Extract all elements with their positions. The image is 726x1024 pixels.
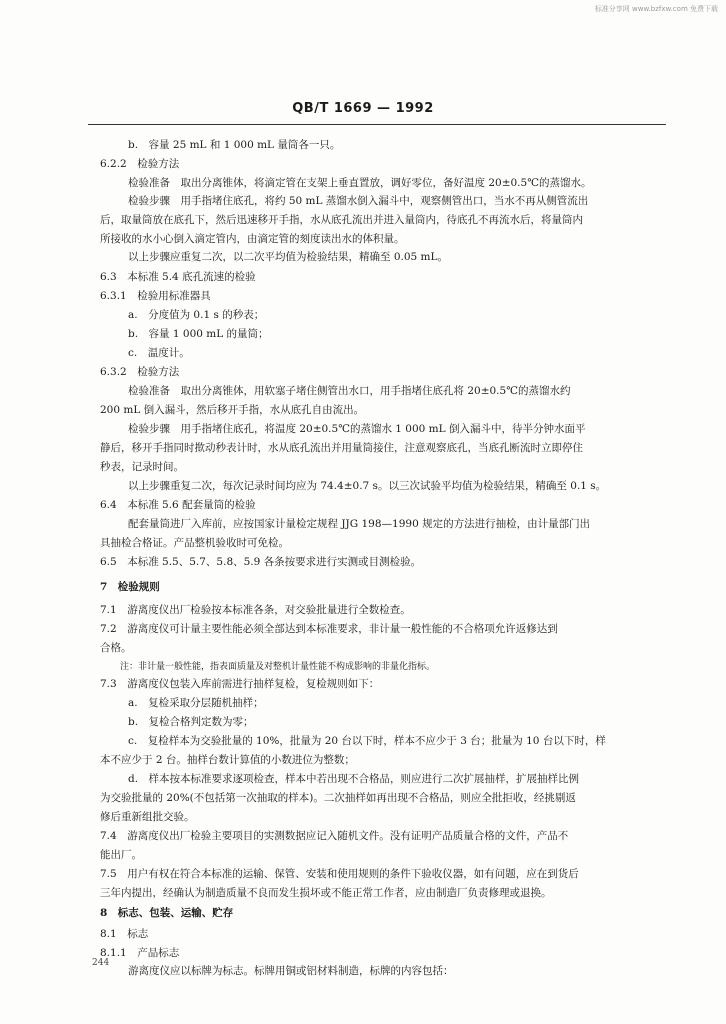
text-line: a. 分度值为 0.1 s 的秒表； xyxy=(128,309,265,321)
standard-header: QB/T 1669 — 1992 xyxy=(292,101,434,116)
text-line: 7.3 游离度仪包装入库前需进行抽样复检，复检规则如下： xyxy=(100,678,380,690)
header-rule xyxy=(88,124,666,125)
text-line: 后，取量筒放在底孔下，然后迅速移开手指，水从底孔流出并进入量筒内，待底孔不再流水后，将量筒内 xyxy=(100,214,583,226)
text-line: 本不应少于 2 台。抽样台数计算值的小数进位为整数； xyxy=(100,754,355,766)
text-line: 6.5 本标准 5.5、5.7、5.8、5.9 各条按要求进行实测或目测检验。 xyxy=(100,556,422,568)
page-number: 244 xyxy=(92,958,110,968)
text-line: b. 复检合格判定数为零； xyxy=(128,716,254,728)
text-line: 以上步骤应重复二次，以二次平均值为检验结果，精确至 0.05 mL。 xyxy=(128,251,448,263)
text-line: 三年内提出，经确认为制造质量不良而发生损坏或不能正常工作者，应由制造厂负责修理或退换。 xyxy=(100,887,552,899)
note-line: 注：非计量一般性能，指表面质量及对整机计量性能不构成影响的非量化指标。 xyxy=(120,662,436,672)
text-line: c. 复检样本为交验批量的 10%，批量为 20 台以下时，样本不应少于 3 台；批量为 10 台以下时，样 xyxy=(128,735,606,747)
text-line: 6.3.2 检验方法 xyxy=(100,366,180,378)
text-line: 7.5 用户有权在符合本标准的运输、保管、安装和使用规则的条件下验收仪器，如有问题，应在到货后 xyxy=(100,868,579,880)
text-line: b. 容量 25 mL 和 1 000 mL 量筒各一只。 xyxy=(128,139,341,151)
text-line: 以上步骤重复二次，每次记录时间均应为 74.4±0.7 s。以三次试验平均值为检验结果，精确至 0.1 s。 xyxy=(128,480,607,492)
text-line: 为交验批量的 20%(不包括第一次抽取的样本)。二次抽样如再出现不合格品，则应全批拒收，经挑剔返 xyxy=(100,792,576,804)
text-line: 6.3 本标准 5.4 底孔流速的检验 xyxy=(100,271,256,283)
text-line: 具抽检合格证。产品整机验收时可免检。 xyxy=(100,537,289,549)
text-line: 7.1 游离度仪出厂检验按本标准各条，对交验批量进行全数检查。 xyxy=(100,604,411,616)
text-line: 能出厂。 xyxy=(100,849,142,861)
text-line: 秒表，记录时间。 xyxy=(100,461,184,473)
text-line: a. 复检采取分层随机抽样； xyxy=(128,697,264,709)
text-line: 7.2 游离度仪可计量主要性能必须全部达到本标准要求，非计量一般性能的不合格项允许返修达到 xyxy=(100,623,558,635)
text-line: 6.2.2 检验方法 xyxy=(100,158,180,170)
text-line: 静后，移开手指同时揿动秒表计时，水从底孔流出并用量筒接住，注意观察底孔，当底孔断流时立即停住 xyxy=(100,442,583,454)
section-heading: 8 标志、包装、运输、贮存 xyxy=(100,907,234,919)
text-line: 检验步骤 用手指堵住底孔，将约 50 mL 蒸馏水倒入漏斗中，观察侧管出口，当水不再从侧管流出 xyxy=(128,195,589,207)
section-heading: 7 检验规则 xyxy=(100,581,160,593)
text-line: 合格。 xyxy=(100,642,132,654)
text-line: 检验步骤 用手指堵住底孔，将温度 20±0.5℃的蒸馏水 1 000 mL 倒入漏斗中，待半分钟水面平 xyxy=(128,423,586,435)
text-line: 检验准备 取出分离锥体，将滴定管在支架上垂直置放，调好零位，备好温度 20±0.5℃的蒸馏水。 xyxy=(128,177,592,189)
text-line: 游离度仪应以标牌为标志。标牌用铜或铝材料制造，标牌的内容包括： xyxy=(128,965,454,977)
text-line: 6.3.1 检验用标准器具 xyxy=(100,290,211,302)
text-line: 8.1.1 产品标志 xyxy=(100,947,180,959)
text-line: 所接收的水小心倒入滴定管内，由滴定管的刻度读出水的体积量。 xyxy=(100,233,405,245)
text-line: 配套量筒进厂入库前，应按国家计量检定规程 JJG 198—1990 规定的方法进行抽检，由计量部门出 xyxy=(128,518,591,530)
text-line: c. 温度计。 xyxy=(128,347,190,359)
text-line: 200 mL 倒入漏斗，然后移开手指，水从底孔自由流出。 xyxy=(100,404,365,416)
text-line: b. 容量 1 000 mL 的量筒； xyxy=(128,328,269,340)
watermark-text: 标准分享网 www.bzfxw.com 免费下载 xyxy=(594,5,718,13)
text-line: 7.4 游离度仪出厂检验主要项目的实测数据应记入随机文件。没有证明产品质量合格的文件，产品不 xyxy=(100,830,569,842)
text-line: d. 样本按本标准要求逐项检查，样本中若出现不合格品，则应进行二次扩展抽样，扩展抽样比例 xyxy=(128,773,580,785)
text-line: 修后重新组批交验。 xyxy=(100,811,195,823)
text-line: 6.4 本标准 5.6 配套量筒的检验 xyxy=(100,499,256,511)
text-line: 检验准备 取出分离锥体，用软塞子堵住侧管出水口，用手指堵住底孔将 20±0.5℃的蒸馏水约 xyxy=(128,385,571,397)
text-line: 8.1 标志 xyxy=(100,928,149,940)
